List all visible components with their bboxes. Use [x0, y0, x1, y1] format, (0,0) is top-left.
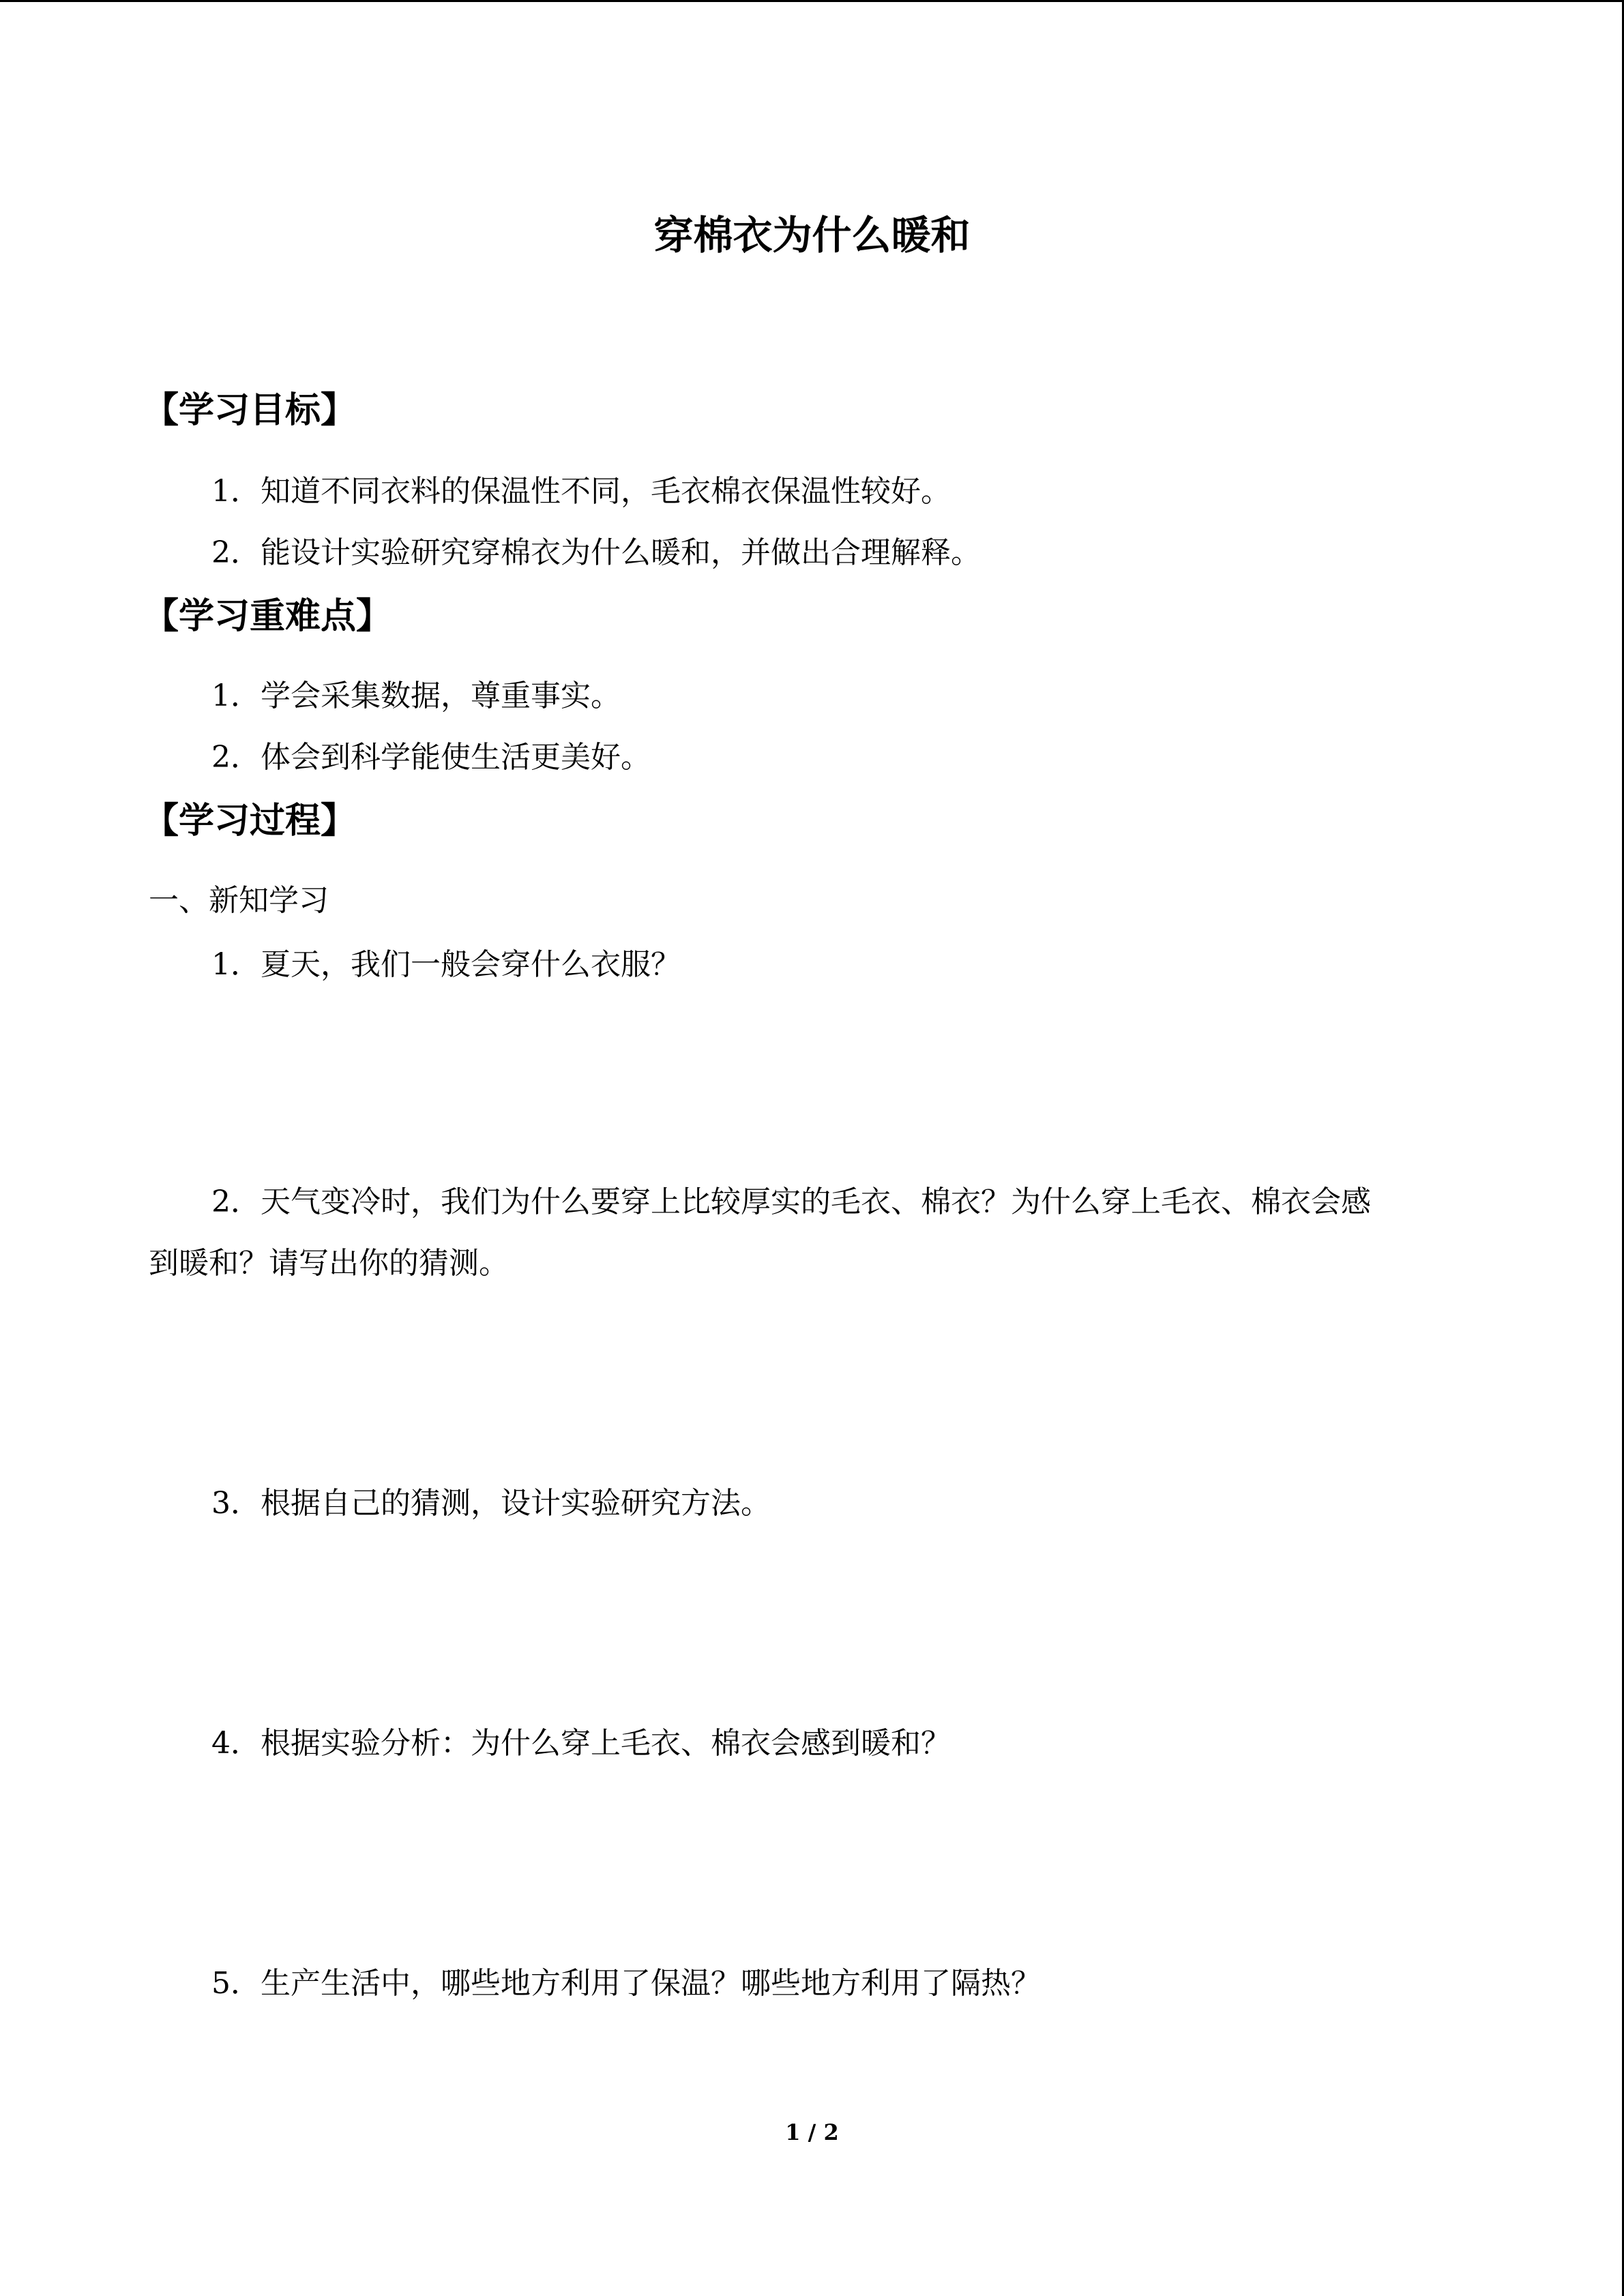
key-point-item: 2．体会到科学能使生活更美好。: [211, 740, 651, 775]
document-title: 穿棉衣为什么暖和: [653, 212, 971, 258]
question-item: 2．天气变冷时，我们为什么要穿上比较厚实的毛衣、棉衣？为什么穿上毛衣、棉衣会感: [211, 1184, 1371, 1219]
key-point-item: 1．学会采集数据，尊重事实。: [211, 679, 621, 713]
subsection-heading: 一、新知学习: [149, 883, 329, 918]
page-number: 1 / 2: [785, 2119, 839, 2145]
section-heading-objectives: 【学习目标】: [143, 390, 357, 431]
question-item: 5．生产生活中，哪些地方利用了保温？哪些地方利用了隔热？: [211, 1966, 1041, 2001]
question-item-continuation: 到暖和？请写出你的猜测。: [149, 1246, 509, 1281]
question-item: 4．根据实验分析：为什么穿上毛衣、棉衣会感到暖和？: [211, 1726, 951, 1761]
section-heading-process: 【学习过程】: [143, 801, 357, 841]
question-item: 3．根据自己的猜测，设计实验研究方法。: [211, 1486, 771, 1521]
question-item: 1．夏天，我们一般会穿什么衣服？: [211, 947, 681, 982]
objective-item: 1．知道不同衣料的保温性不同，毛衣棉衣保温性较好。: [211, 474, 951, 509]
section-heading-key-points: 【学习重难点】: [143, 596, 392, 637]
objective-item: 2．能设计实验研究穿棉衣为什么暖和，并做出合理解释。: [211, 535, 981, 570]
